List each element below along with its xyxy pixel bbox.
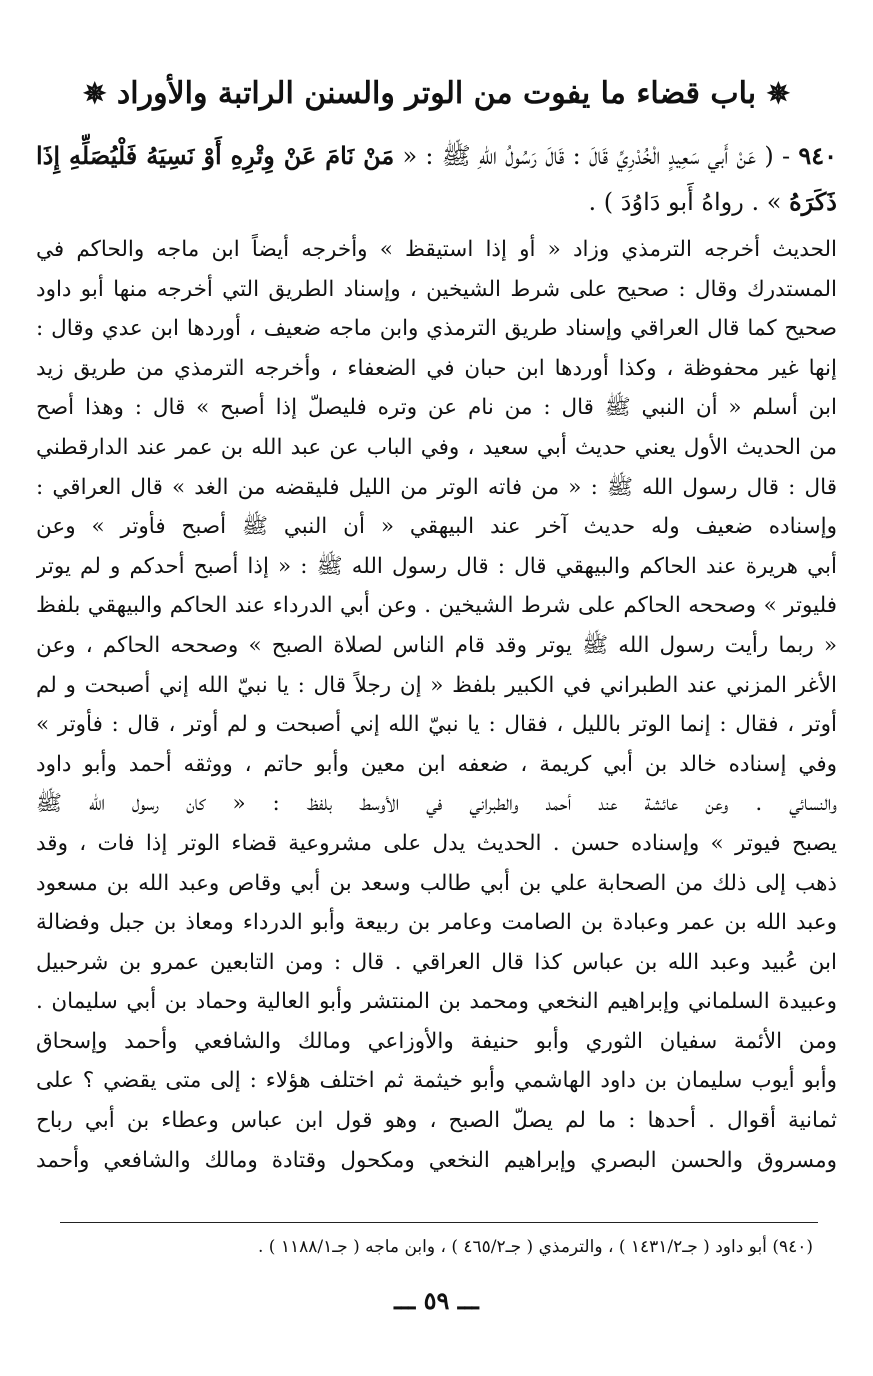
hadith-number: ٩٤٠ bbox=[798, 141, 838, 170]
commentary-line: ومن الأئمة سفيان الثوري وأبو حنيفة والأوزاعي ومالك والشافعي وأحمد وإسحاق bbox=[36, 1028, 837, 1054]
footnote: (٩٤٠) أبو داود ( جـ١٤٣١/٢ ) ، والترمذي ( جـ٤٦٥/٢ ) ، وابن ماجه ( جـ١١٨٨/١ ) . bbox=[257, 1237, 813, 1257]
commentary-line: إنها غير محفوظة ، وكذا أوردها ابن حبان في الضعفاء ، وأخرجه الترمذي من طريق زيد bbox=[36, 355, 837, 381]
commentary-line: وعبيدة السلماني وإبراهيم النخعي ومحمد بن المنتشر وأبو العالية وحماد بن أبي سليمان . bbox=[36, 989, 837, 1015]
commentary-line: وإسناده ضعيف وله حديث آخر عند البيهقي « أن النبي ﷺ أصبح فأوتر » وعن bbox=[36, 514, 837, 540]
commentary-line: ابن أسلم « أن النبي ﷺ قال : من نام عن وتره فليصلّ إذا أصبح » قال : وهذا أصح bbox=[36, 395, 837, 421]
commentary-line: وأبو أيوب سليمان بن داود الهاشمي وأبو خيثمة ثم اختلف هؤلاء : إلى متى يقضي ؟ على bbox=[36, 1068, 837, 1094]
hadith-intro: ( عَنْ أَبي سَعِيدٍ الْخُدْرِيِّ قَالَ : قَالَ رَسُولُ اللهِ ﷺ : « bbox=[394, 142, 774, 170]
star-ornament-icon: ✵ bbox=[82, 77, 107, 110]
commentary-line: ثمانية أقوال . أحدها : ما لم يصلّ الصبح ، وهو قول ابن عباس وعطاء بن أبي رباح bbox=[36, 1108, 837, 1134]
commentary-line: أبي هريرة عند الحاكم والبيهقي قال : قال رسول الله ﷺ : « إذا أصبح أحدكم و لم يوتر bbox=[36, 553, 837, 579]
chapter-heading bbox=[60, 70, 813, 118]
chapter-title: باب قضاء ما يفوت من الوتر والسنن الراتبة والأوراد bbox=[116, 76, 757, 111]
commentary-line: والنسائي . وعن عائشة عند أحمد والطبراني في الأوسط بلفظ : « كان رسول الله ﷺ bbox=[36, 791, 837, 817]
footnote-divider bbox=[60, 1222, 818, 1223]
hadith-separator: - bbox=[773, 142, 799, 170]
hadith-quote: مَنْ نَامَ عَنْ وِتْرِهِ أَوْ نَسِيَهُ فَلْيُصَلِّهِ إِذَا ذَكَرَهُ bbox=[36, 141, 837, 216]
hadith-outro: » . رواهُ أَبو دَاوُدَ ) . bbox=[588, 188, 790, 216]
commentary-line: أوتر ، فقال : إنما الوتر بالليل ، فقال : يا نبيّ الله إني أصبحت و لم أوتر ، قال : فأوتر » bbox=[36, 712, 837, 738]
commentary-body bbox=[36, 230, 837, 1180]
commentary-line: ذهب إلى ذلك من الصحابة علي بن أبي طالب وسعد بن أبي وقاص وعبد الله بن مسعود bbox=[36, 870, 837, 896]
commentary-line: الأغر المزني عند الطبراني في الكبير بلفظ « إن رجلاً قال : يا نبيّ الله إني أصبحت و لم bbox=[36, 672, 837, 698]
commentary-line: فليوتر » وصححه الحاكم على شرط الشيخين . وعن أبي الدرداء عند الحاكم والبيهقي بلفظ bbox=[36, 593, 837, 619]
hadith-text bbox=[36, 133, 837, 225]
commentary-line: ابن عُبيد وعبد الله بن عباس كذا قال العراقي . قال : ومن التابعين عمرو بن شرحبيل bbox=[36, 949, 837, 975]
commentary-line: ومسروق والحسن البصري وإبراهيم النخعي ومكحول وقتادة ومالك والشافعي وأحمد bbox=[36, 1147, 837, 1173]
commentary-line: يصبح فيوتر » وإسناده حسن . الحديث يدل على مشروعية قضاء الوتر إذا فات ، وقد bbox=[36, 830, 837, 856]
commentary-line: وعبد الله بن عمر وعبادة بن الصامت وعامر بن ربيعة وأبو الدرداء ومعاذ بن جبل وفضالة bbox=[36, 910, 837, 936]
commentary-line: « ربما رأيت رسول الله ﷺ يوتر وقد قام الناس لصلاة الصبح » وصححه الحاكم ، وعن bbox=[36, 632, 837, 658]
commentary-line: من الحديث الأول يعني حديث أبي سعيد ، وفي الباب عن عبد الله بن عمر عند الدارقطني bbox=[36, 434, 837, 460]
star-ornament-icon: ✵ bbox=[766, 77, 791, 110]
commentary-line: وفي إسناده خالد بن أبي كريمة ، ضعفه ابن معين وأبو حاتم ، ووثقه أحمد وأبو داود bbox=[36, 751, 837, 777]
commentary-line: المستدرك وقال : صحيح على شرط الشيخين ، وإسناد الطريق التي أخرجه منها أبو داود bbox=[36, 276, 837, 302]
commentary-line: قال : قال رسول الله ﷺ : « من فاته الوتر من الليل فليقضه من الغد » قال العراقي : bbox=[36, 474, 837, 500]
page-number: ـــ ٥٩ ـــ bbox=[394, 1286, 479, 1315]
commentary-line: الحديث أخرجه الترمذي وزاد « أو إذا استيقظ » وأخرجه أيضاً ابن ماجه والحاكم في bbox=[36, 237, 837, 262]
commentary-line: صحيح كما قال العراقي وإسناد طريق الترمذي وابن ماجه ضعيف ، أوردها ابن عدي وقال : bbox=[36, 316, 837, 342]
